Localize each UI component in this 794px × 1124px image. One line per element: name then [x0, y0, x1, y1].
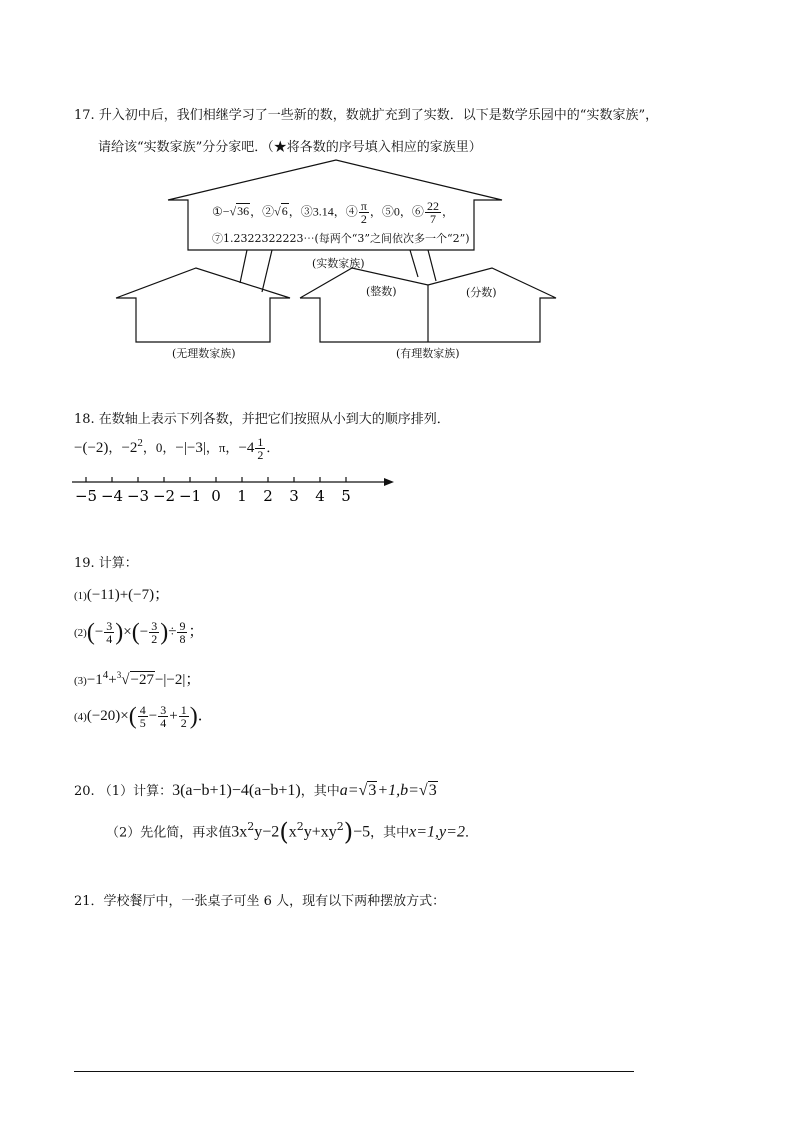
- q19-p4-a: (−20)×: [86, 708, 129, 724]
- q20-p2-cond: x=1,y=2: [409, 823, 465, 841]
- q20-p1-expr: 3(a−b+1)−4(a−b+1): [172, 782, 301, 799]
- q17-items-row1: [212, 200, 454, 225]
- q20-p2-label: （2）先化简，再求值: [106, 825, 232, 841]
- q19-title: 19. 计算：: [74, 556, 138, 571]
- number-line-tick-label: 4: [315, 487, 325, 505]
- number-line-tick-label: 1: [237, 487, 247, 505]
- item4-fraction: [359, 200, 369, 225]
- q18-end: ．: [266, 439, 280, 455]
- q18-c1: ，: [108, 439, 122, 455]
- q19-p4-f1: [138, 704, 148, 729]
- q20-p2-expr3: x: [288, 823, 297, 841]
- label-fractions: (分数): [466, 286, 497, 299]
- q19-p3-label: (3): [74, 675, 87, 687]
- q20-p1-cond-a: a=: [339, 782, 359, 799]
- q18-n2-exp: 2: [137, 436, 143, 449]
- number-line-tick-label: 2: [263, 487, 273, 505]
- item5: ⑤0: [381, 204, 400, 219]
- q20-p2-expr2: y−2: [254, 823, 280, 841]
- q19-p2-a-num: 3: [106, 619, 113, 634]
- q19-p2-b-num: 3: [151, 619, 158, 634]
- q19-p4-label: (4): [74, 711, 87, 723]
- q19-p2-c-num: 9: [179, 619, 186, 634]
- q19-p4-f1-den: 5: [139, 716, 146, 731]
- item4-label: ④: [345, 204, 358, 219]
- q20-part2: （2）先化简，再求值$3x^2y-2(x^2y+xy^2)-5$，其中x=1,y=2．: [106, 818, 478, 846]
- irrational-family-house: [116, 268, 290, 342]
- item2-label: ②: [262, 204, 275, 219]
- number-line-tick-label: −3: [126, 487, 150, 505]
- item4-den: 2: [360, 212, 367, 226]
- q18-n2: −2: [121, 439, 138, 456]
- q20-p1-mid: ，其中: [300, 784, 340, 799]
- q19-p4-f1-num: 4: [139, 703, 146, 718]
- number-line-tick-label: 5: [341, 487, 351, 505]
- q19-p4-f3-den: 2: [180, 716, 187, 731]
- q20-p2-exp3: 2: [336, 820, 344, 834]
- q19-p4-f3: [179, 704, 189, 729]
- q19-part3: [74, 668, 200, 689]
- q18-line: 18. 在数轴上表示下列各数，并把它们按照从小到大的顺序排列．: [74, 412, 450, 427]
- q20-p2-exp2: 2: [296, 820, 304, 834]
- pillar-left-b: [262, 250, 272, 292]
- q19-p2-c-den: 8: [179, 632, 186, 647]
- cube-root-icon: √: [121, 672, 130, 688]
- q19-p2-frac-c: [177, 620, 187, 645]
- q20-p2-expr4: y+xy: [303, 823, 337, 841]
- q18-n3: −|−3|: [175, 439, 206, 456]
- item6-fraction: [425, 200, 441, 225]
- number-line-tick-label: 0: [211, 487, 221, 505]
- footer-rule: [74, 1071, 634, 1072]
- q19-p3-root-index: 3: [116, 670, 122, 680]
- number-line-tick-label: −5: [74, 487, 98, 505]
- item1-radicand: 36: [237, 204, 250, 219]
- label-real-family: (实数家族): [312, 257, 365, 270]
- q20-p1-rad2: 3: [428, 782, 437, 799]
- q20-p1-label: 20. （1）计算：: [74, 784, 173, 799]
- sep: ，: [250, 204, 263, 219]
- label-integers: (整数): [366, 285, 397, 298]
- sep: ，: [288, 204, 301, 219]
- q18-n4-num: 1: [257, 435, 264, 449]
- item4-num: π: [360, 199, 367, 213]
- q17-line1: 17. 升入初中后，我们相继学习了一些新的数，数就扩充到了实数．以下是数学乐园中的“实数家族”，: [74, 108, 659, 123]
- q20-p2-end: ．: [464, 825, 478, 841]
- number-line: [60, 470, 405, 510]
- q19-part2: (2)(− $\frac{3}{4}$ )×(− $\frac{3}{2}$ )÷ $\frac{9}{8}$ ；: [74, 619, 204, 647]
- q18-c3: ，π，: [205, 439, 239, 455]
- number-line-tick-label: 3: [289, 487, 299, 505]
- number-line-arrow-icon: [384, 478, 394, 486]
- q20-p2-expr5: −5: [353, 823, 371, 841]
- q18-n4-int: −4: [238, 439, 255, 456]
- q19-p2-a-den: 4: [106, 632, 113, 647]
- sqrt-icon: √: [274, 204, 281, 219]
- q18-numbers: [74, 436, 279, 461]
- q20-p2-expr1: 3x: [231, 823, 248, 841]
- sep: ，: [441, 204, 454, 219]
- q19-p3-radicand: −27: [130, 672, 154, 688]
- q18-n1: −(−2): [74, 439, 109, 456]
- q19-p2-label: (2): [74, 627, 87, 639]
- q19-p3-a: −1: [86, 672, 103, 688]
- q19-part4: (4)(−20)×( $\frac{4}{5}$ − $\frac{3}{4}$ + $\frac{1}{2}$ )．: [74, 703, 213, 731]
- number-line-tick-label: −1: [178, 487, 202, 505]
- q20-part1: [74, 780, 438, 800]
- item1-label: ①−: [212, 204, 230, 219]
- q21-line: 21．学校餐厅中，一张桌子可坐 6 人，现有以下两种摆放方式：: [74, 894, 446, 909]
- q19-p3-exp: 4: [102, 669, 109, 681]
- q19-p1-label: (1): [74, 590, 87, 602]
- q20-p2-exp1: 2: [247, 820, 255, 834]
- item6-label: ⑥: [411, 204, 424, 219]
- pillar-right-a: [410, 250, 418, 277]
- sep: ，: [399, 204, 412, 219]
- item6-num: 22: [426, 199, 439, 213]
- label-rational-family: (有理数家族): [396, 347, 460, 360]
- q19-p3-plus: +: [108, 672, 117, 688]
- sep: ，: [333, 204, 346, 219]
- q20-p2-mid: ，其中: [370, 825, 410, 841]
- label-irrational-family: (无理数家族): [172, 347, 236, 360]
- q17-line2: 请给该“实数家族”分分家吧．（★将各数的序号填入相应的家族里）: [98, 140, 482, 155]
- q17-item7: ⑦1.2322322223⋯(每两个“3”之间依次多一个“2”): [212, 232, 470, 245]
- item2-radicand: 6: [281, 204, 288, 219]
- q19-p4-f2: [158, 704, 168, 729]
- q19-p4-f2-num: 3: [160, 703, 167, 718]
- number-line-tick-label: −4: [100, 487, 124, 505]
- q19-p1-expr: (−11)+(−7)；: [86, 587, 170, 603]
- pillar-right-b: [428, 250, 436, 281]
- q18-n4-den: 2: [257, 448, 264, 462]
- q18-n4-frac: [255, 436, 265, 461]
- q20-p1-rad1: 3: [368, 782, 377, 799]
- item3: ③3.14: [300, 204, 334, 219]
- q19-p3-rest: −|−2|；: [154, 672, 201, 688]
- pillar-left-a: [240, 250, 247, 283]
- item6-den: 7: [429, 212, 436, 226]
- q19-p2-frac-a: [104, 620, 114, 645]
- q19-p2-b-den: 2: [151, 632, 158, 647]
- q20-p1-cond-b: +1,b=: [377, 782, 419, 799]
- number-line-tick-label: −2: [152, 487, 176, 505]
- q19-p2-frac-b: [149, 620, 159, 645]
- sqrt-icon: √: [418, 782, 428, 799]
- q19-part1: [74, 583, 169, 604]
- sep: ，: [369, 204, 382, 219]
- q19-p4-f3-num: 1: [180, 703, 187, 718]
- sqrt-icon: √: [229, 204, 237, 219]
- q18-c2: ，0，: [142, 439, 176, 455]
- q19-p4-f2-den: 4: [160, 716, 167, 731]
- sqrt-icon: √: [358, 782, 368, 799]
